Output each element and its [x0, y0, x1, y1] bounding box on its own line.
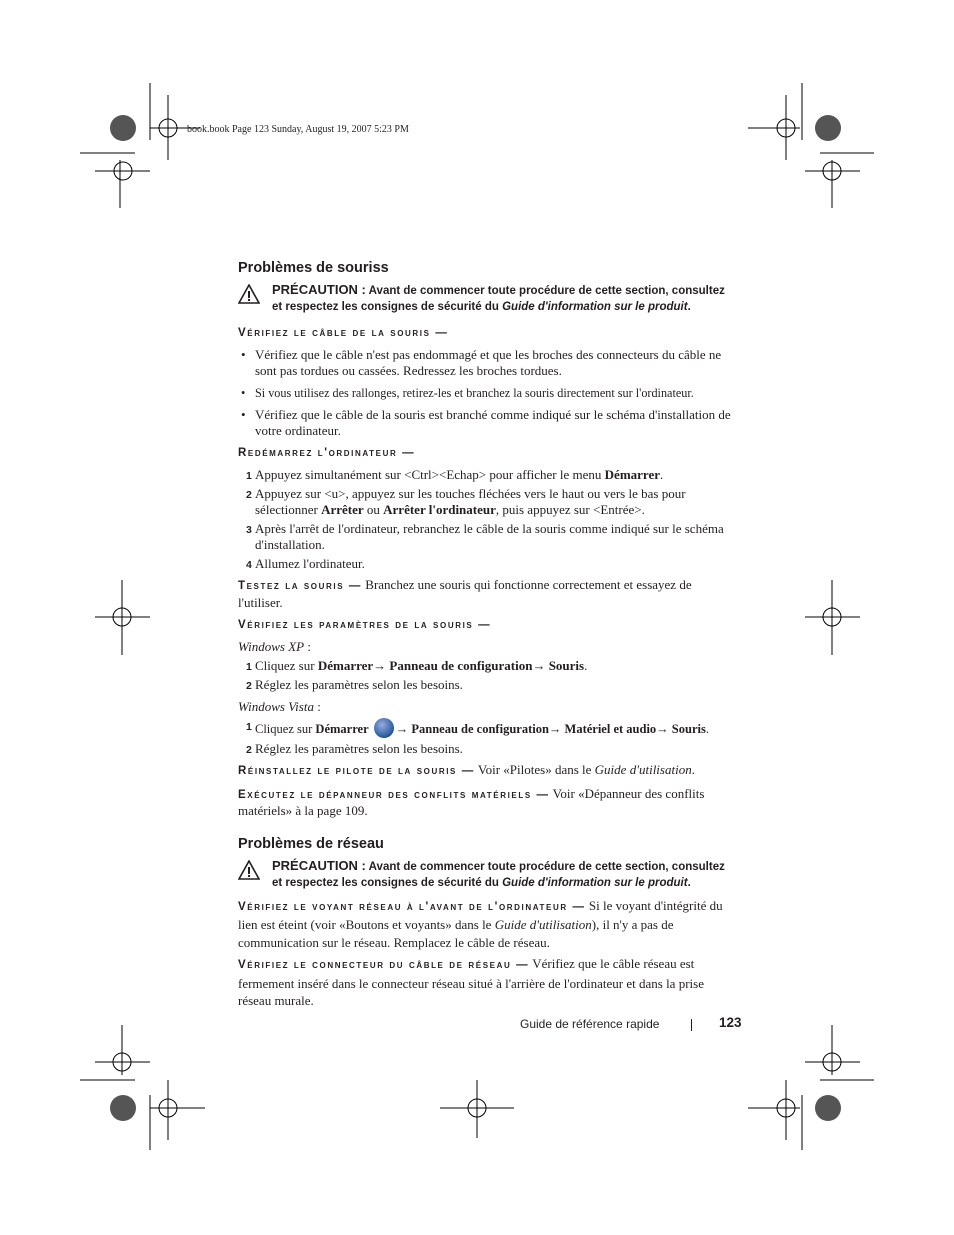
page-number: 123	[719, 1015, 742, 1030]
registration-mark-icon	[805, 580, 860, 655]
caution-text: Avant de commencer toute procédure de cette section, consultez et respectez les consignes de sécurité du	[272, 860, 725, 889]
inline-heading: Vérifiez le connecteur du câble de réseau —	[238, 959, 530, 971]
list-item: • Vérifiez que le câble n'est pas endommagé et que les broches des connecteurs du câble ne sont pas tordues ou cassées. Redressez les broches tordues.	[238, 347, 738, 379]
caution-triangle-icon	[238, 860, 260, 880]
inline-heading: Exécutez le dépanneur des conflits matériels —	[238, 788, 550, 801]
list-item: 1 Cliquez sur Démarrer→ Panneau de configuration→ Souris.	[246, 658, 588, 673]
caution-label: PRÉCAUTION :	[272, 282, 366, 297]
option-name: Arrêter l'ordinateur	[383, 502, 496, 517]
registration-mark-icon	[95, 580, 150, 655]
paragraph-text: Voir «Dépanneur des conflits matériels» à la page 109.	[238, 785, 705, 818]
caution-note	[238, 282, 738, 315]
paragraph-text: Voir «Pilotes» dans le	[477, 762, 592, 777]
list-item: 2 Réglez les paramètres selon les besoins.	[246, 677, 463, 692]
inline-heading: Testez la souris —	[238, 580, 363, 592]
menu-name: Démarrer	[317, 658, 374, 673]
paragraph-network-connector	[238, 955, 738, 1010]
subheading-check-cable: Vérifiez le câble de la souris —	[238, 327, 449, 339]
print-header-info: book.book Page 123 Sunday, August 19, 2007 5:23 PM	[187, 124, 409, 135]
bullet-list	[238, 347, 738, 439]
os-label	[238, 639, 738, 655]
caution-end: .	[687, 876, 691, 889]
step-text: Cliquez sur	[255, 722, 313, 736]
inline-heading: Vérifiez le voyant réseau à l'avant de l'ordinateur —	[238, 900, 586, 913]
section-title-network: Problèmes de réseau	[238, 835, 384, 852]
list-item: 2 Réglez les paramètres selon les besoins.	[246, 741, 463, 756]
paragraph-test	[238, 577, 738, 611]
registration-mark-icon	[748, 83, 874, 208]
menu-name: Démarrer	[604, 467, 660, 482]
caution-end: .	[687, 301, 691, 313]
os-label	[238, 699, 738, 715]
guide-name: Guide d'utilisation	[494, 917, 592, 932]
caution-guide: Guide d'information sur le produit	[502, 301, 688, 313]
paragraph-text: Si le voyant d'intégrité du lien est éteint (voir «Boutons et voyants» dans le	[238, 897, 723, 932]
step-text: Allumez l'ordinateur.	[255, 556, 365, 571]
registration-mark-icon	[80, 83, 200, 208]
menu-name: Matériel et audio	[564, 722, 657, 736]
step-text: Appuyez simultanément sur <Ctrl><Echap> pour afficher le menu	[255, 467, 602, 482]
step-text: Cliquez sur	[255, 658, 315, 673]
step-end: .	[660, 467, 664, 482]
list-item: • Si vous utilisez des rallonges, retirez-les et branchez la souris directement sur l'ordinateur.	[238, 385, 738, 401]
caution-label: PRÉCAUTION :	[272, 857, 366, 873]
menu-name: Démarrer	[315, 722, 369, 736]
os-colon: :	[313, 699, 321, 714]
os-name: Windows Vista	[238, 699, 314, 714]
step-text: ou	[366, 502, 380, 517]
step-text: , puis appuyez sur <Entrée>.	[495, 502, 645, 517]
list-item: 3 Après l'arrêt de l'ordinateur, rebranchez le câble de la souris comme indiqué sur le schéma d'installation.	[246, 521, 724, 552]
option-name: Arrêter	[321, 502, 364, 517]
paragraph-end: .	[691, 762, 695, 777]
guide-name: Guide d'utilisation	[594, 762, 692, 777]
menu-name: Souris	[548, 658, 585, 673]
step-text: Réglez les paramètres selon les besoins.	[255, 677, 463, 692]
caution-note	[238, 858, 738, 891]
caution-guide: Guide d'information sur le produit	[502, 876, 688, 889]
numbered-list	[238, 718, 738, 757]
os-colon: :	[304, 639, 311, 654]
paragraph-reinstall	[238, 762, 738, 780]
list-item: 1 Cliquez sur Démarrer → Panneau de configuration→ Matériel et audio→ Souris.	[238, 718, 738, 738]
registration-mark-icon	[440, 1080, 514, 1138]
step-text: Appuyez sur <u>, appuyez sur les touches fléchées vers le haut ou vers le bas pour sélectionner	[255, 486, 686, 517]
footer-divider	[691, 1019, 692, 1031]
os-name: Windows XP	[238, 639, 305, 654]
paragraph-text: Branchez une souris qui fonctionne correctement et essayez de l'utiliser.	[238, 577, 692, 610]
menu-name: Panneau de configuration	[411, 722, 549, 736]
paragraph-text: ), il n'y a pas de communication sur le réseau. Remplacez le câble de réseau.	[238, 917, 674, 950]
paragraph-text: Vérifiez que le câble réseau est fermement inséré dans le connecteur réseau situé à l'arrière de l'ordinateur et dans la prise réseau murale.	[238, 956, 704, 1008]
paragraph-network-light	[238, 897, 738, 952]
menu-name: Souris	[671, 722, 706, 736]
subheading-settings: Vérifiez les paramètres de la souris —	[238, 619, 492, 631]
inline-heading: Réinstallez le pilote de la souris —	[238, 765, 475, 777]
registration-mark-icon	[748, 1025, 874, 1150]
step-text: Réglez les paramètres selon les besoins.	[255, 741, 463, 756]
list-item: • Vérifiez que le câble de la souris est branché comme indiqué sur le schéma d'installation de votre ordinateur.	[238, 407, 738, 439]
step-text: Après l'arrêt de l'ordinateur, rebranchez le câble de la souris comme indiqué sur le schéma d'installation.	[255, 521, 724, 552]
list-item: 1 Appuyez simultanément sur <Ctrl><Echap> pour afficher le menu Démarrer.	[246, 467, 664, 482]
registration-mark-icon	[80, 1025, 205, 1150]
main-content	[238, 258, 738, 1010]
list-item: 2 Appuyez sur <u>, appuyez sur les touches fléchées vers le haut ou vers le bas pour sélectionner Arrêter ou Arrêter l'ordinateur, puis appuyez sur <Entrée>.	[246, 486, 686, 517]
numbered-list	[238, 658, 738, 693]
windows-start-icon	[374, 718, 394, 738]
footer-title: Guide de référence rapide	[520, 1017, 660, 1031]
list-item: 4 Allumez l'ordinateur.	[246, 556, 365, 571]
caution-triangle-icon	[238, 284, 260, 304]
numbered-list	[238, 467, 738, 572]
section-title-mouse: Problèmes de souriss	[238, 260, 389, 276]
paragraph-troubleshooter	[238, 786, 738, 820]
caution-text: Avant de commencer toute procédure de cette section, consultez et respectez les consignes de sécurité du	[272, 285, 725, 313]
subheading-restart: Redémarrez l'ordinateur —	[238, 447, 416, 459]
menu-name: Panneau de configuration	[389, 658, 533, 673]
